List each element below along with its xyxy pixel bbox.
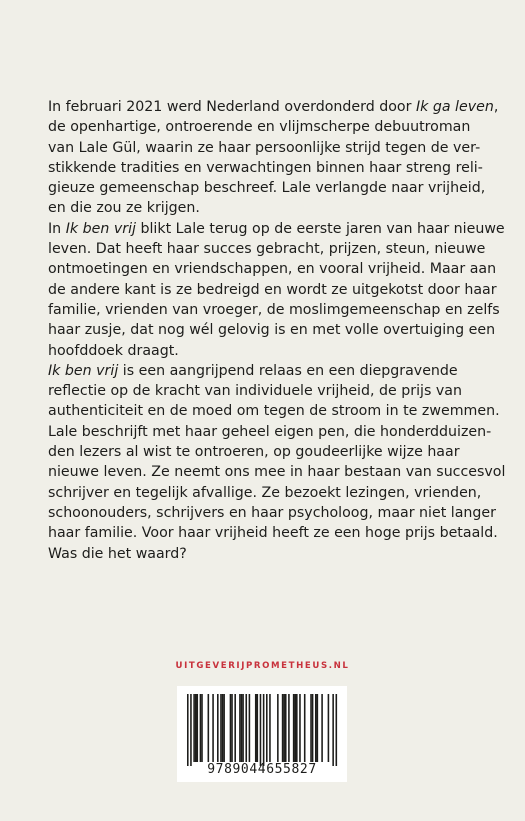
publisher-url[interactable]: UITGEVERIJPROMETHEUS.NL [175,661,350,671]
barcode-bar [310,694,312,762]
barcode-bar [328,694,330,762]
barcode-bar [255,694,257,762]
barcode-bar [317,694,319,762]
blurb-text: , [493,99,499,115]
blurb-line [48,138,481,158]
blurb-line [48,401,500,421]
blurb-line [48,280,497,300]
blurb-text: Was die het waard? [48,545,187,562]
blurb-text: authenticiteit en de moed om tegen de stroom in te zwemmen. [48,403,500,420]
blurb-text: schoonouders, schrijvers en haar psycholoog, maar niet langer [48,504,496,521]
barcode-bar [196,694,198,762]
barcode-bar [336,694,338,766]
blurb-text: haar familie. Voor haar vrijheid heeft ze een hoge prijs betaald. [48,525,498,542]
blurb-line [48,239,486,259]
blurb-line [48,523,498,543]
blurb-line [48,178,486,198]
blurb-text: den lezers al wist te ontroeren, op goudeerlijke wijze haar [48,444,460,461]
barcode-bar [296,694,298,762]
blurb-line [48,442,476,462]
barcode-bar [277,694,279,762]
barcode-bar [212,694,214,762]
blurb-text: de openhartige, ontroerende en vlijmscherpe debuutroman [48,119,471,136]
barcode-bar [190,694,192,766]
blurb-text: In februari 2021 werd Nederland overdonderd door [48,99,416,115]
barcode-bar [223,694,225,762]
blurb-line [48,544,476,564]
blurb-line [48,503,496,523]
barcode-bar [222,694,224,762]
isbn-barcode [177,686,347,782]
barcode-bar [312,694,314,762]
barcode-bar [195,694,197,762]
blurb-text: nieuwe leven. Ze neemt ons mee in haar bestaan van succesvol [48,464,506,481]
blurb-line [48,483,482,503]
book-title-italic: Ik ben vrij [48,362,119,379]
barcode-bar [283,694,285,762]
barcode-bar [239,694,241,762]
barcode-bar [282,694,284,762]
blurb-text: Lale beschrijft met haar geheel eigen pen, die honderdduizen- [48,423,492,440]
blurb-text: reflectie op de kracht van individuele vrijheid, de prijs van [48,383,462,400]
barcode-bar [245,694,247,762]
barcode-bar [187,694,189,766]
blurb-text: is een aangrijpend relaas en een diepgravende [118,362,458,379]
barcode-bar [321,694,323,762]
barcode-bar [193,694,195,762]
barcode-bar [299,694,301,762]
barcode-bar [285,694,287,762]
blurb-line [48,97,499,117]
barcode-bar [242,694,244,762]
blurb-line [48,158,483,178]
barcode-bar [263,694,265,766]
barcode-bar [257,694,259,762]
blurb-text: de andere kant is ze bedreigd en wordt ze uitgekotst door haar [48,281,497,298]
barcode-bar [294,694,296,762]
blurb-line [48,117,476,137]
barcode-bar [230,694,232,762]
blurb-text: In [48,220,66,237]
back-cover-blurb [48,97,506,564]
barcode-bar [234,694,236,762]
barcode-bar [217,694,219,762]
blurb-text: en die zou ze krijgen. [48,200,200,217]
barcode-bar [249,694,251,762]
blurb-line [48,259,497,279]
book-title-italic: Ik ga leven [415,99,494,115]
barcode-bar [332,694,334,766]
barcode-bar [220,694,222,762]
barcode-bar [241,694,243,762]
blurb-line [48,462,506,482]
barcode-bar [293,694,295,762]
barcode-bar [260,694,262,766]
barcode-bar [231,694,233,762]
blurb-text: hoofddoek draagt. [48,342,179,359]
blurb-line [48,320,496,340]
barcode-bar [200,694,202,762]
book-title-italic: Ik ben vrij [65,220,136,237]
blurb-text: haar zusje, dat nog wél gelovig is en met volle overtuiging een [48,322,496,339]
blurb-text: gieuze gemeenschap beschreef. Lale verlangde naar vrijheid, [48,180,486,197]
blurb-text: van Lale Gül, waarin ze haar persoonlijke strijd tegen de ver- [48,139,481,156]
blurb-line [48,422,492,442]
barcode-bar [201,694,203,762]
barcode-bar [288,694,290,762]
barcode-bar [266,694,268,762]
barcode-bar [208,694,210,762]
barcode-bar [304,694,306,762]
blurb-line [48,198,476,218]
blurb-text: leven. Dat heeft haar succes gebracht, prijzen, steun, nieuwe [48,241,486,258]
barcode-bar [315,694,317,762]
blurb-line [48,361,476,381]
blurb-text: blikt Lale terug op de eerste jaren van haar nieuwe [135,220,505,237]
barcode-bar [269,694,271,762]
isbn-number: 9789044655827 [207,762,317,777]
blurb-text: familie, vrienden van vroeger, de moslimgemeenschap en zelfs [48,301,500,318]
blurb-line [48,219,505,239]
blurb-line [48,341,476,361]
blurb-line [48,381,476,401]
blurb-text: ontmoetingen en vriendschappen, en vooral vrijheid. Maar aan [48,261,497,278]
blurb-text: stikkende tradities en verwachtingen binnen haar streng reli- [48,159,483,176]
blurb-text: schrijver en tegelijk afvallige. Ze bezoekt lezingen, vrienden, [48,484,482,501]
blurb-line [48,300,500,320]
